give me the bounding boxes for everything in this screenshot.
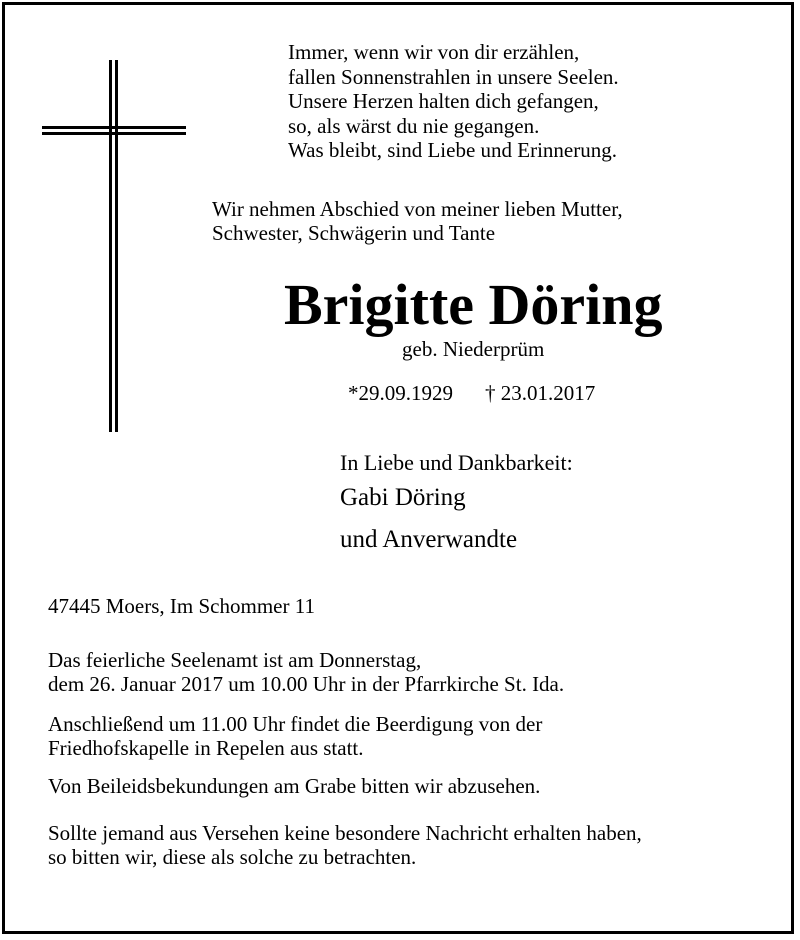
cross-vertical-line-left	[109, 60, 112, 432]
deceased-name: Brigitte Döring	[284, 272, 663, 337]
mourner-name: Gabi Döring	[340, 484, 466, 511]
cross-icon	[42, 60, 186, 432]
poem-line: Immer, wenn wir von dir erzählen,	[288, 40, 580, 64]
intro-line: Schwester, Schwägerin und Tante	[212, 221, 496, 245]
death-date: † 23.01.2017	[485, 381, 596, 405]
poem-line: Was bleibt, sind Liebe und Erinnerung.	[288, 138, 617, 162]
requiem-info	[48, 648, 564, 696]
info-line: dem 26. Januar 2017 um 10.00 Uhr in der Pfarrkirche St. Ida.	[48, 672, 565, 696]
poem-line: so, als wärst du nie gegangen.	[288, 113, 540, 138]
cross-horizontal-line-top	[42, 126, 186, 129]
poem	[288, 40, 619, 163]
maiden-name: geb. Niederprüm	[402, 337, 545, 361]
info-line: Friedhofskapelle in Repelen aus statt.	[48, 736, 364, 760]
condolence-note	[48, 774, 540, 798]
info-line: Das feierliche Seelenamt ist am Donnerstag,	[48, 648, 422, 672]
burial-info	[48, 712, 542, 760]
family-address: 47445 Moers, Im Schommer 11	[48, 594, 315, 618]
notification-note	[48, 821, 642, 869]
mourners-label: In Liebe und Dankbarkeit:	[340, 450, 573, 475]
cross-horizontal-line-bottom	[42, 132, 186, 135]
info-line: Anschließend um 11.00 Uhr findet die Beerdigung von der	[48, 712, 543, 736]
poem-line: Unsere Herzen halten dich gefangen,	[288, 89, 599, 113]
info-line: Von Beileidsbekundungen am Grabe bitten wir abzusehen.	[48, 774, 541, 798]
life-dates	[348, 381, 595, 405]
farewell-intro	[212, 197, 623, 245]
intro-line: Wir nehmen Abschied von meiner lieben Mutter,	[212, 197, 623, 221]
poem-line: fallen Sonnenstrahlen in unsere Seelen.	[288, 64, 619, 89]
mourner-name: und Anverwandte	[340, 526, 518, 553]
cross-vertical-line-right	[115, 60, 118, 432]
info-line: Sollte jemand aus Versehen keine besondere Nachricht erhalten haben,	[48, 821, 642, 845]
info-line: so bitten wir, diese als solche zu betrachten.	[48, 845, 417, 869]
birth-date: *29.09.1929	[348, 381, 453, 405]
